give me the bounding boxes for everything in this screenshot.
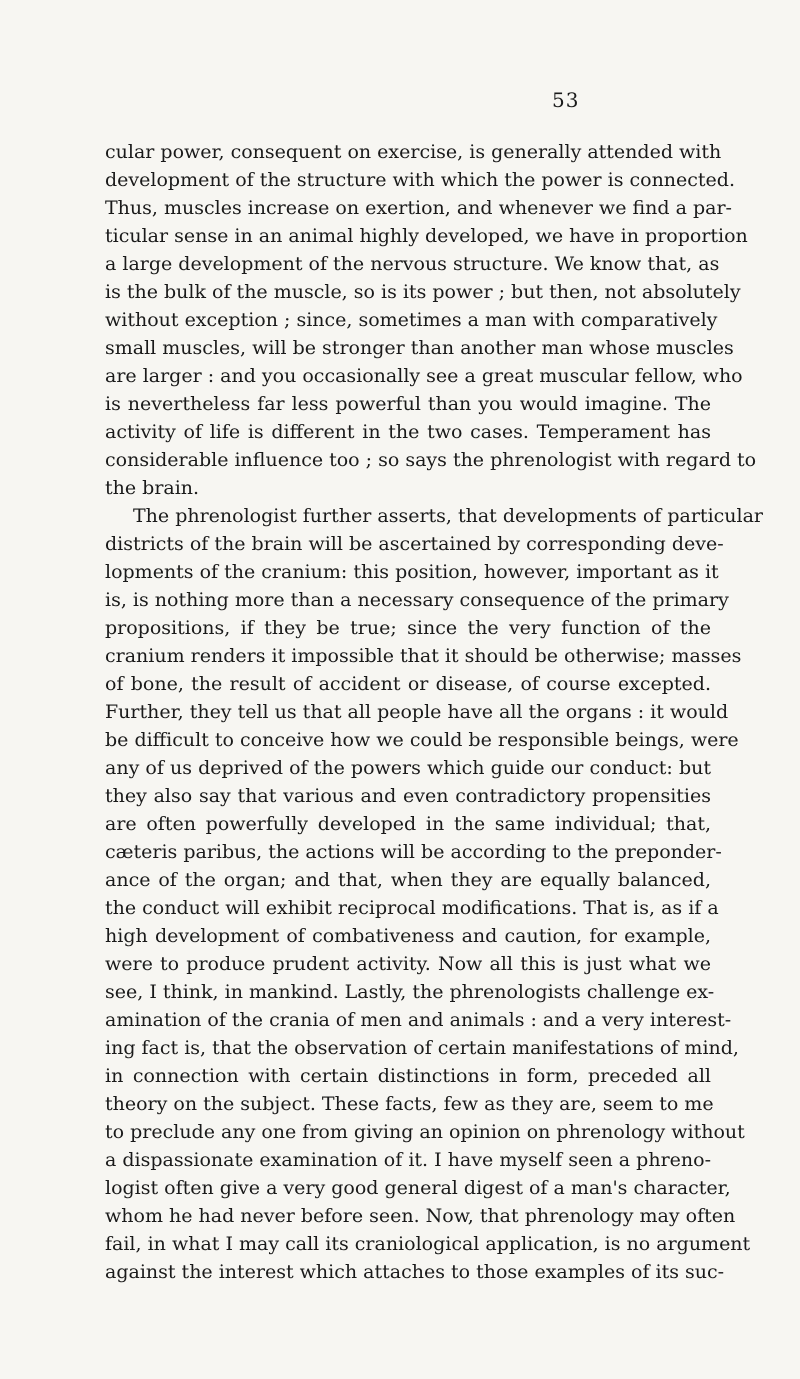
text-line: are larger : and you occasionally see a great muscular fellow, who [105,365,743,387]
text-line: any of us deprived of the powers which guide our conduct: but [105,757,711,779]
text-line: high development of combativeness and caution, for example, [105,925,711,947]
text-line: of bone, the result of accident or disease, of course excepted. [105,673,711,695]
text-line: cæteris paribus, the actions will be according to the preponder- [105,841,722,863]
body-text [105,138,764,1286]
text-line: logist often give a very good general digest of a man's character, [105,1177,731,1199]
text-line: were to produce prudent activity. Now all this is just what we [105,953,711,975]
text-line: is nevertheless far less powerful than you would imagine. The [105,393,711,415]
text-line: lopments of the cranium: this position, however, important as it [105,561,719,583]
text-line: cranium renders it impossible that it should be otherwise; masses [105,645,742,667]
text-line: is the bulk of the muscle, so is its power ; but then, not absolutely [105,281,741,303]
text-line: in connection with certain distinctions in form, preceded all [105,1065,711,1087]
text-line: Thus, muscles increase on exertion, and whenever we find a par- [105,197,732,219]
text-line: considerable influence too ; so says the phrenologist with regard to [105,449,757,471]
text-line: to preclude any one from giving an opinion on phrenology without [105,1121,745,1143]
text-line: a dispassionate examination of it. I have myself seen a phreno- [105,1149,711,1171]
text-line: against the interest which attaches to those examples of its suc- [105,1261,725,1283]
text-line: whom he had never before seen. Now, that phrenology may often [105,1205,736,1227]
text-line: see, I think, in mankind. Lastly, the phrenologists challenge ex- [105,981,715,1003]
text-line: Further, they tell us that all people have all the organs : it would [105,701,729,723]
text-line: ing fact is, that the observation of certain manifestations of mind, [105,1037,739,1059]
text-line: development of the structure with which the power is connected. [105,169,736,191]
text-line: ticular sense in an animal highly developed, we have in proportion [105,225,748,247]
text-line: are often powerfully developed in the same individual; that, [105,813,711,835]
text-line: be difficult to conceive how we could be responsible beings, were [105,729,739,751]
page-number: 53 [552,88,580,112]
text-line: districts of the brain will be ascertained by corresponding deve- [105,533,724,555]
text-line: the conduct will exhibit reciprocal modifications. That is, as if a [105,897,719,919]
text-line: fail, in what I may call its craniological application, is no argument [105,1233,751,1255]
text-line: a large development of the nervous structure. We know that, as [105,253,720,275]
text-line: without exception ; since, sometimes a man with comparatively [105,309,718,331]
text-line: they also say that various and even contradictory propensities [105,785,711,807]
text-line: cular power, consequent on exercise, is generally attended with [105,141,722,163]
text-line: ance of the organ; and that, when they are equally balanced, [105,869,711,891]
text-line: propositions, if they be true; since the very function of the [105,617,711,639]
text-line: small muscles, will be stronger than another man whose muscles [105,337,734,359]
text-line: activity of life is different in the two cases. Temperament has [105,421,711,443]
text-line: theory on the subject. These facts, few as they are, seem to me [105,1093,714,1115]
paragraph-start-line: The phrenologist further asserts, that developments of particular [133,505,764,527]
text-line: amination of the crania of men and animals : and a very interest- [105,1009,732,1031]
paragraph-end-line: the brain. [105,477,200,499]
text-line: is, is nothing more than a necessary consequence of the primary [105,589,729,611]
